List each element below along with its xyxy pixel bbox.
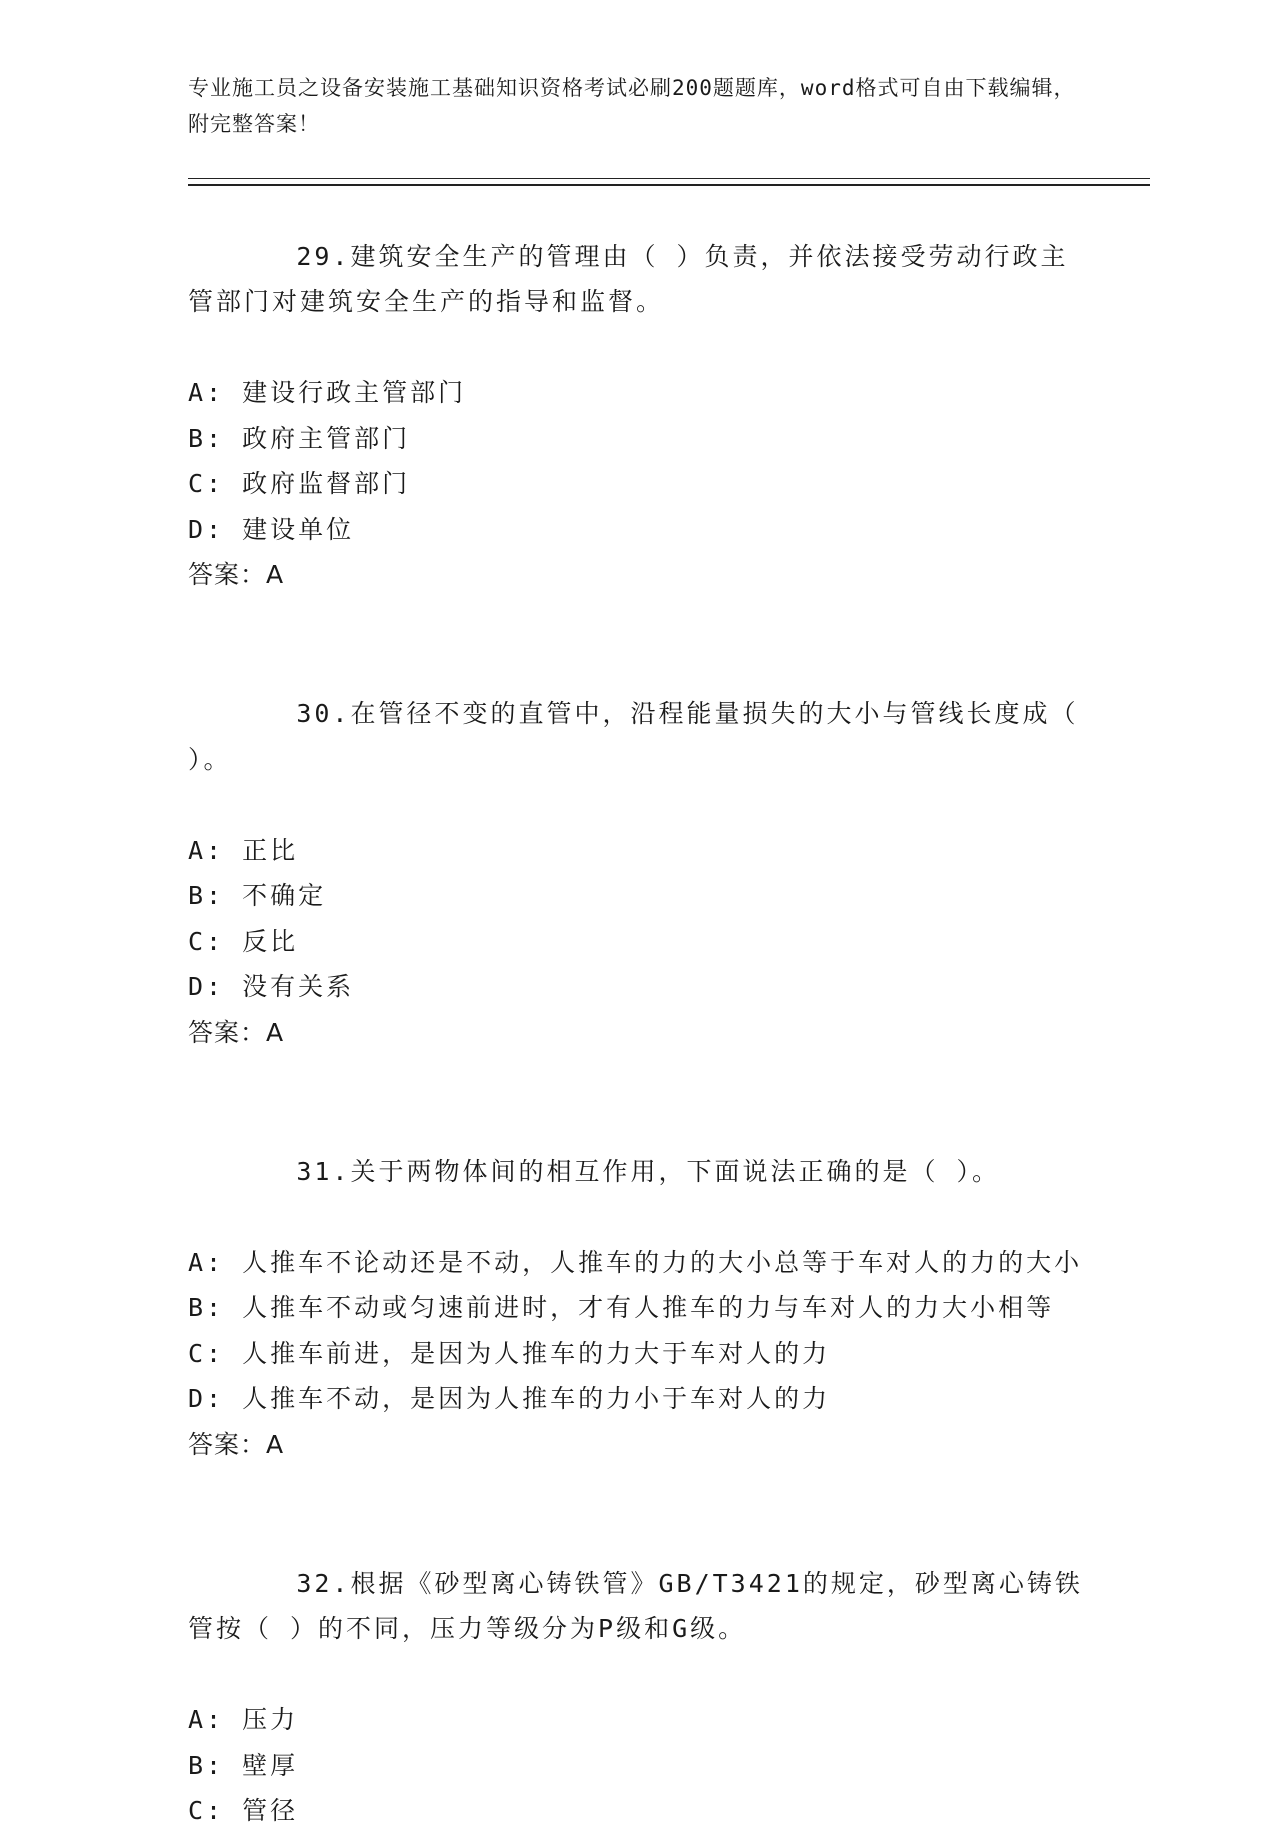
- option-text: 正比: [242, 835, 299, 865]
- option-d: [188, 964, 1088, 1010]
- option-c: [188, 1331, 1088, 1377]
- option-label: A:: [188, 835, 225, 865]
- option-text: 政府监督部门: [242, 469, 411, 498]
- option-text: 政府主管部门: [242, 423, 411, 453]
- question-text: 建筑安全生产的管理由（ ）负责，并依法接受劳动行政主管部门对建筑安全生产的指导和监督。: [188, 241, 1069, 316]
- option-label: D:: [188, 972, 225, 1001]
- option-text: 反比: [242, 926, 299, 956]
- question-stem: [188, 188, 1088, 370]
- answer-text: 答案：A: [188, 560, 285, 589]
- option-a: [188, 1697, 1088, 1743]
- option-text: 建设单位: [242, 514, 355, 544]
- question-list: [188, 188, 1097, 1834]
- option-d: [188, 1376, 1088, 1422]
- option-text: 不确定: [242, 881, 327, 910]
- option-label: B:: [188, 423, 225, 453]
- option-label: D:: [188, 514, 225, 544]
- question-29: [188, 188, 1088, 598]
- option-label: A:: [188, 378, 225, 407]
- question-text: 关于两物体间的相互作用，下面说法正确的是（ ）。: [350, 1156, 1001, 1186]
- option-text: 没有关系: [242, 972, 355, 1001]
- option-label: C:: [188, 926, 225, 956]
- option-label: C:: [188, 1796, 225, 1825]
- question-30: [188, 646, 1097, 1056]
- question-number: 32.: [296, 1568, 351, 1598]
- option-text: 建设行政主管部门: [242, 378, 467, 407]
- option-a: [188, 370, 1088, 416]
- header-divider-thick: [188, 184, 1150, 186]
- option-b: [188, 873, 1088, 919]
- option-b: [188, 416, 1088, 462]
- option-text: 管径: [242, 1796, 299, 1825]
- header-text: 专业施工员之设备安装施工基础知识资格考试必刷200题题库，word格式可自由下载编辑，附完整答案！: [188, 76, 1076, 136]
- option-c: [188, 1788, 1088, 1834]
- option-text: 压力: [242, 1705, 299, 1734]
- option-a: [188, 1240, 1088, 1286]
- question-stem: [188, 646, 1097, 828]
- option-text: 人推车前进，是因为人推车的力大于车对人的力: [242, 1338, 831, 1368]
- option-d: [188, 507, 1088, 553]
- option-label: C:: [188, 469, 225, 498]
- option-b: [188, 1285, 1088, 1331]
- option-label: B:: [188, 881, 225, 910]
- answer-text: 答案：A: [188, 1429, 285, 1459]
- option-b: [188, 1743, 1088, 1789]
- question-number: 31.: [296, 1156, 351, 1186]
- option-label: B:: [188, 1293, 225, 1322]
- question-31: [188, 1103, 1088, 1467]
- option-label: D:: [188, 1384, 225, 1413]
- option-text: 人推车不动，是因为人推车的力小于车对人的力: [242, 1384, 831, 1413]
- question-text: 在管径不变的直管中，沿程能量损失的大小与管线长度成（ ）。: [188, 699, 1097, 774]
- question-text: 根据《砂型离心铸铁管》GB/T3421的规定，砂型离心铸铁管按（ ）的不同，压力等级分为P级和G级。: [188, 1568, 1083, 1643]
- question-number: 29.: [296, 241, 351, 271]
- option-c: [188, 461, 1088, 507]
- question-stem: [188, 1515, 1088, 1697]
- question-number: 30.: [296, 699, 351, 728]
- option-a: [188, 828, 1088, 874]
- question-stem: [188, 1103, 1088, 1240]
- option-text: 壁厚: [242, 1750, 299, 1780]
- document-header: [188, 70, 1088, 142]
- option-label: B:: [188, 1750, 225, 1780]
- option-text: 人推车不论动还是不动，人推车的力的大小总等于车对人的力的大小: [242, 1247, 1083, 1277]
- option-c: [188, 919, 1088, 965]
- option-text: 人推车不动或匀速前进时，才有人推车的力与车对人的力大小相等: [242, 1293, 1055, 1322]
- option-label: C:: [188, 1338, 225, 1368]
- header-divider-thin: [188, 178, 1150, 179]
- answer-text: 答案：A: [188, 1017, 285, 1047]
- question-32: [188, 1515, 1088, 1834]
- option-label: A:: [188, 1247, 225, 1277]
- option-label: A:: [188, 1705, 225, 1734]
